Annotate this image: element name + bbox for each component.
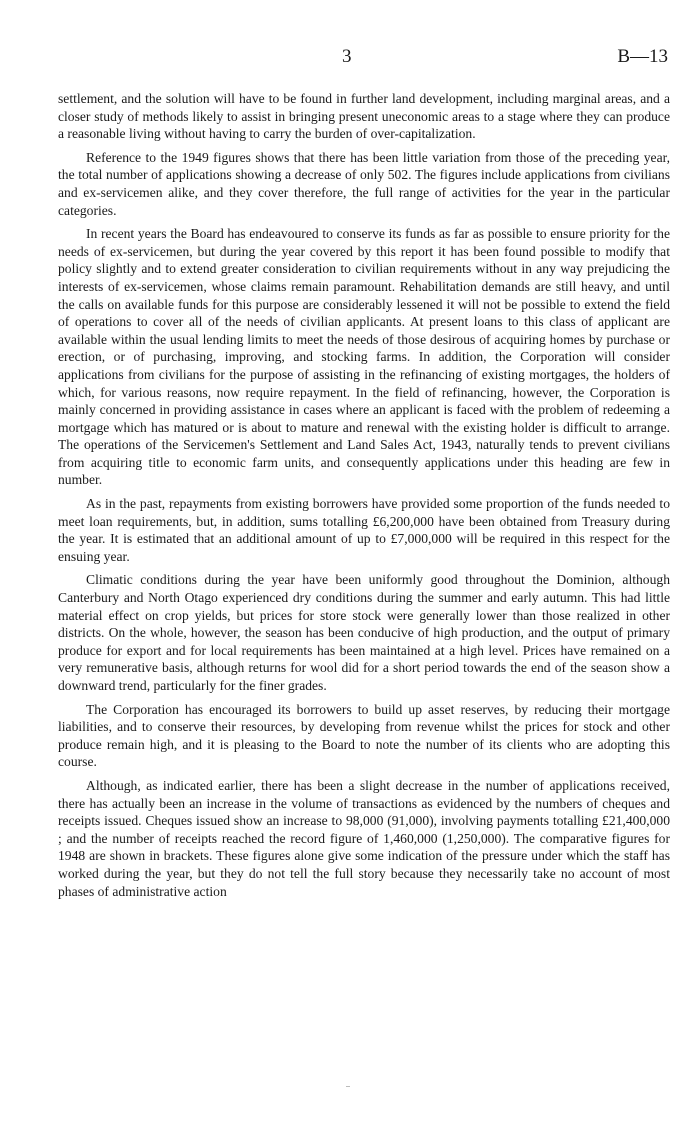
page-header [0,46,700,70]
paragraph-board-funds-policy: In recent years the Board has endeavoured to conserve its funds as far as possible to ensure priority for the needs of ex-servicemen, but during the year covered by this report it has been found possible to modify that policy slightly and to extend greater consideration to civilian requirements without in any way prejudicing the interests of ex-servicemen, whose claims remain paramount. Rehabilitation demands are still heavy, and until the calls on available funds for this purpose are considerably lessened it will not be possible to extend the field of operations to cover all of the needs of civilian applicants. At present loans to this class of applicant are available within the usual lending limits to meet the needs of those desirous of acquiring homes by purchase or erection, or of purchasing, improving, and stocking farms. In addition, the Corporation will consider applications from civilians for the purpose of assisting in the refinancing of existing mortgages, the holders of which, for various reasons, now require repayment. In the field of refinancing, however, the Corporation is mainly concerned in providing assistance in cases where an applicant is faced with the problem of redeeming a mortgage which has matured or is about to mature and renewal with the existing holder is difficult to arrange. The operations of the Servicemen's Settlement and Land Sales Act, 1943, naturally tends to prevent civilians from acquiring title to economic farm units, and consequently applications under this heading are few in number. [58,226,670,488]
paragraph-climatic-conditions: Climatic conditions during the year have been uniformly good throughout the Dominion, although Canterbury and North Otago experienced dry conditions during the summer and early autumn. This had little material effect on crop yields, but prices for store stock were generally lower than those realized in other districts. On the whole, however, the season has been conducive of high production, and the output of primary produce for export and for local requirements has been maintained at a high level. Prices have remained on a very remunerative basis, although returns for wool did for a short period towards the end of the season show a downward trend, particularly for the finer grades. [58,572,670,693]
body-text [58,90,670,906]
paragraph-transactions-volume: Although, as indicated earlier, there has been a slight decrease in the number of applications received, there has actually been an increase in the volume of transactions as evidenced by the numbers of cheques and receipts issued. Cheques issued show an increase to 98,000 (91,000), involving payments totalling £21,400,000 ; and the number of receipts reached the record figure of 1,460,000 (1,250,000). The comparative figures for 1948 are shown in brackets. These figures alone give some indication of the pressure under which the staff has worked during the year, but they do not tell the full story because they necessarily take no account of most phases of administrative action [58,777,670,899]
document-reference: B—13 [617,46,668,67]
paragraph-asset-reserves: The Corporation has encouraged its borrowers to build up asset reserves, by reducing their mortgage liabilities, and to conserve their resources, by developing from revenue whilst the prices for stock and other produce remain high, and it is pleasing to the Board to note the number of its clients who are adopting this course. [58,701,670,770]
footer-mark [346,1086,350,1087]
paragraph-1949-figures: Reference to the 1949 figures shows that there has been little variation from those of the preceding year, the total number of applications showing a decrease of only 502. The figures include applications from civilians and ex-servicemen alike, and they cover therefore, the full range of activities for the year in the particular categories. [58,149,670,218]
paragraph-repayments-treasury: As in the past, repayments from existing borrowers have provided some proportion of the funds needed to meet loan requirements, but, in addition, sums totalling £6,200,000 have been obtained from Treasury during the year. It is estimated that an additional amount of up to £7,000,000 will be required in this respect for the ensuing year. [58,496,670,564]
page-number: 3 [342,46,352,67]
paragraph-continued-settlement: settlement, and the solution will have to be found in further land development, including marginal areas, and a closer study of methods likely to assist in bringing present uneconomic areas to a stage where they can produce a reasonable living without having to carry the burden of over-capitalization. [58,91,670,142]
